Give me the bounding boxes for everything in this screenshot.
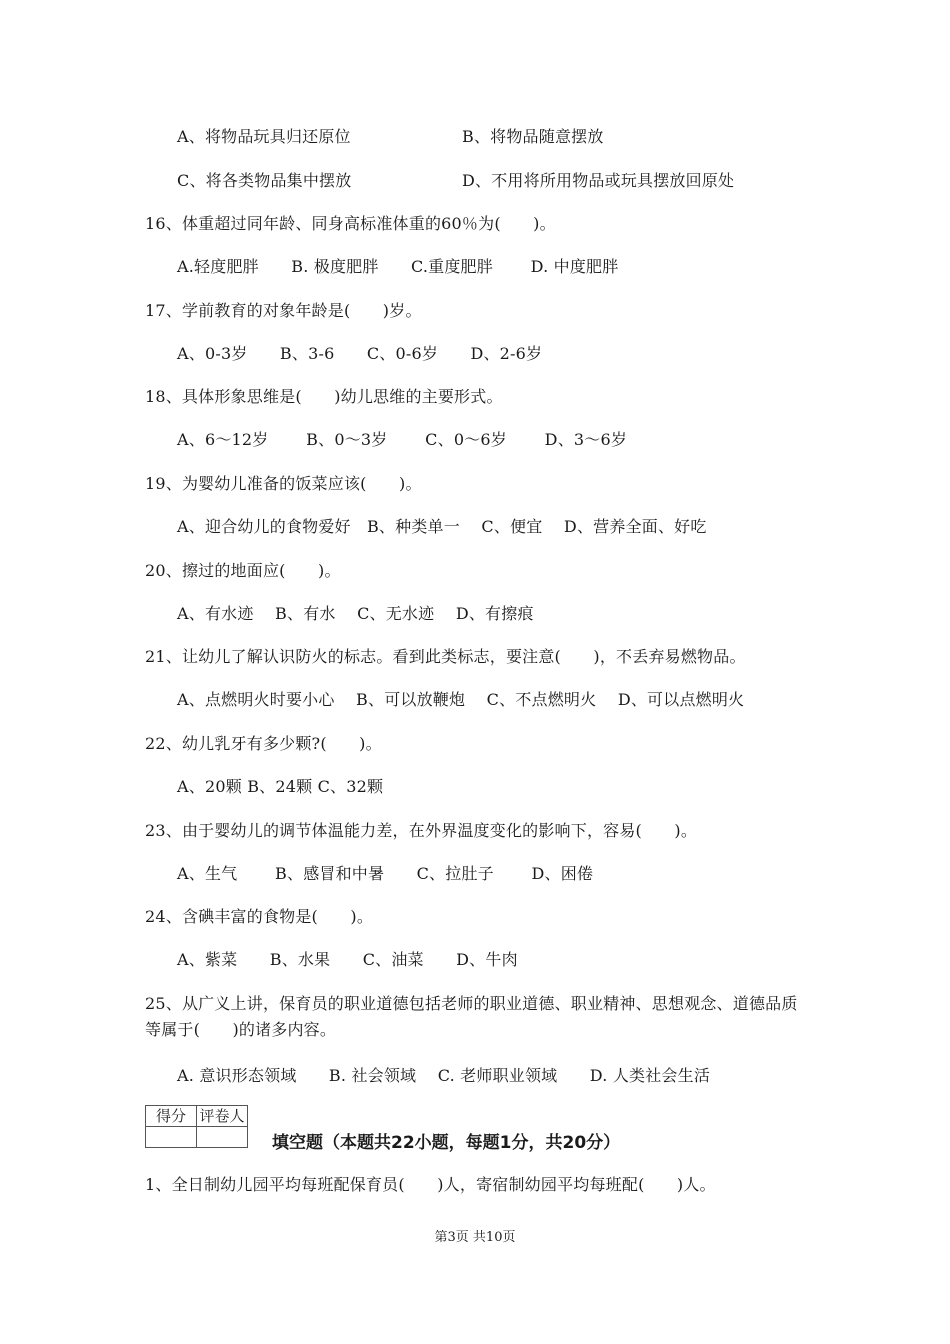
question-16-options: A.轻度肥胖 B. 极度肥胖 C.重度肥胖 D. 中度肥胖 xyxy=(177,257,619,276)
question-25-options: A. 意识形态领域 B. 社会领域 C. 老师职业领域 D. 人类社会生活 xyxy=(177,1066,711,1085)
question-20: 20、擦过的地面应( )。 xyxy=(145,561,341,580)
question-19: 19、为婴幼儿准备的饭菜应该( )。 xyxy=(145,474,422,493)
page-footer: 第3页 共10页 xyxy=(434,1230,516,1245)
score-table xyxy=(145,1105,248,1148)
score-cell xyxy=(146,1127,197,1148)
question-20-options: A、有水迹 B、有水 C、无水迹 D、有擦痕 xyxy=(177,604,534,623)
q15-option-a: A、将物品玩具归还原位 xyxy=(177,127,351,146)
fill-question-1: 1、全日制幼儿园平均每班配保育员( )人，寄宿制幼园平均每班配( )人。 xyxy=(145,1175,716,1194)
section-title: 填空题（本题共22小题，每题1分，共20分） xyxy=(272,1133,621,1153)
question-24-options: A、紫菜 B、水果 C、油菜 D、牛肉 xyxy=(177,950,518,969)
question-22: 22、幼儿乳牙有多少颗?( )。 xyxy=(145,734,382,753)
question-18: 18、具体形象思维是( )幼儿思维的主要形式。 xyxy=(145,387,503,406)
question-18-options: A、6～12岁 B、0～3岁 C、0～6岁 D、3～6岁 xyxy=(177,430,628,449)
q15-option-c: C、将各类物品集中摆放 xyxy=(177,171,352,190)
q15-option-d: D、不用将所用物品或玩具摆放回原处 xyxy=(462,171,735,190)
grader-cell xyxy=(197,1127,248,1148)
question-17-options: A、0-3岁 B、3-6 C、0-6岁 D、2-6岁 xyxy=(177,344,543,363)
question-16: 16、体重超过同年龄、同身高标准体重的60％为( )。 xyxy=(145,214,556,233)
question-23-options: A、生气 B、感冒和中暑 C、拉肚子 D、困倦 xyxy=(177,864,594,883)
question-22-options: A、20颗 B、24颗 C、32颗 xyxy=(177,777,384,796)
question-21: 21、让幼儿了解认识防火的标志。看到此类标志，要注意( )，不丢弃易燃物品。 xyxy=(145,647,746,666)
question-19-options: A、迎合幼儿的食物爱好 B、种类单一 C、便宜 D、营养全面、好吃 xyxy=(177,517,707,536)
question-25: 25、从广义上讲，保育员的职业道德包括老师的职业道德、职业精神、思想观念、道德品质等属于( )的诸多内容。 xyxy=(145,994,798,1039)
question-17: 17、学前教育的对象年龄是( )岁。 xyxy=(145,301,422,320)
q15-option-b: B、将物品随意摆放 xyxy=(462,127,604,146)
score-label: 得分 xyxy=(146,1106,197,1127)
question-24: 24、含碘丰富的食物是( )。 xyxy=(145,907,374,926)
question-23: 23、由于婴幼儿的调节体温能力差，在外界温度变化的影响下，容易( )。 xyxy=(145,821,698,840)
question-21-options: A、点燃明火时要小心 B、可以放鞭炮 C、不点燃明火 D、可以点燃明火 xyxy=(177,690,745,709)
grader-label: 评卷人 xyxy=(197,1106,248,1127)
